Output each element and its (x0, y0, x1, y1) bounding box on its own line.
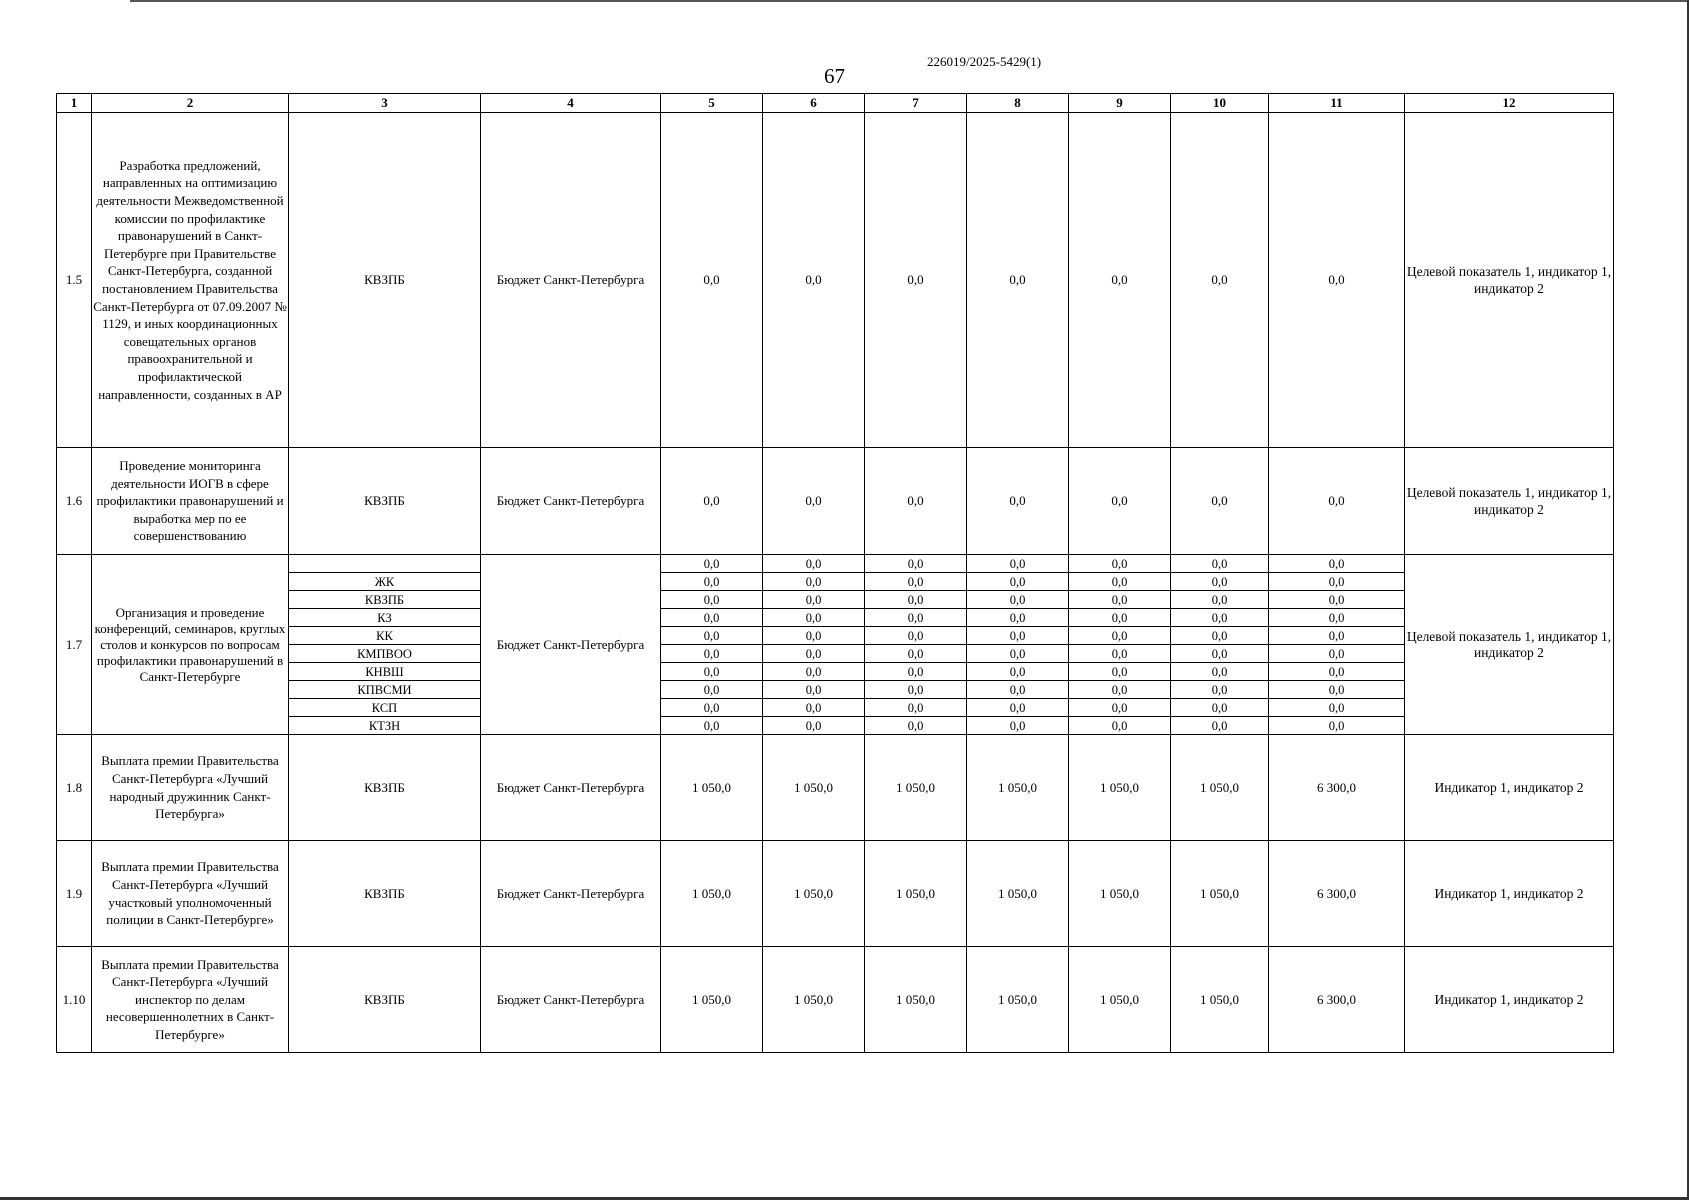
funding-value: 0,0 (1171, 113, 1269, 448)
funding-value: 0,0 (967, 699, 1069, 717)
funding-value: 0,0 (967, 448, 1069, 555)
funding-value: 0,0 (1069, 699, 1171, 717)
table-row (57, 947, 1614, 1053)
funding-value: 0,0 (1069, 645, 1171, 663)
column-number-row (57, 94, 1614, 113)
funding-value: 0,0 (865, 555, 967, 573)
column-header: 7 (865, 94, 967, 113)
funding-value: 0,0 (1269, 699, 1405, 717)
table-row (57, 699, 1614, 717)
funding-value: 1 050,0 (865, 735, 967, 841)
funding-value: 0,0 (1069, 663, 1171, 681)
funding-source: Бюджет Санкт-Петербурга (481, 555, 661, 735)
responsible-executor: КСП (289, 699, 481, 717)
funding-value: 0,0 (763, 699, 865, 717)
funding-value: 0,0 (1171, 609, 1269, 627)
funding-value: 0,0 (763, 717, 865, 735)
row-number: 1.9 (57, 841, 92, 947)
funding-value: 0,0 (1269, 681, 1405, 699)
responsible-executor: КМПВОО (289, 645, 481, 663)
funding-value: 0,0 (967, 113, 1069, 448)
funding-value: 0,0 (1069, 573, 1171, 591)
activity-description: Разработка предложений, направленных на оптимизацию деятельности Межведомственной комиссии по профилактике правонарушений в Санкт-Петербурге при Правительстве Санкт-Петербурга, созданной постановлением Правительства Санкт-Петербурга от 07.09.2007 № 1129, и иных координационных совещательных органов правоохранительной и профилактической направленности, созданных в АР (92, 113, 289, 448)
funding-value: 0,0 (1069, 555, 1171, 573)
funding-value: 0,0 (763, 573, 865, 591)
funding-value: 0,0 (865, 113, 967, 448)
funding-value: 1 050,0 (1171, 735, 1269, 841)
responsible-executor: КВЗПБ (289, 113, 481, 448)
table-row (57, 609, 1614, 627)
funding-value: 6 300,0 (1269, 841, 1405, 947)
column-header: 9 (1069, 94, 1171, 113)
funding-value: 0,0 (865, 448, 967, 555)
funding-value: 0,0 (967, 645, 1069, 663)
funding-source: Бюджет Санкт-Петербурга (481, 113, 661, 448)
funding-value: 0,0 (1069, 609, 1171, 627)
funding-value: 0,0 (967, 591, 1069, 609)
funding-value: 1 050,0 (967, 947, 1069, 1053)
funding-value: 0,0 (661, 448, 763, 555)
funding-value: 0,0 (865, 573, 967, 591)
activity-description: Выплата премии Правительства Санкт-Петербурга «Лучший инспектор по делам несовершеннолетних в Санкт-Петербурге» (92, 947, 289, 1053)
funding-value: 1 050,0 (763, 947, 865, 1053)
funding-value: 1 050,0 (661, 735, 763, 841)
funding-value: 0,0 (1171, 591, 1269, 609)
column-header: 5 (661, 94, 763, 113)
row-number: 1.5 (57, 113, 92, 448)
funding-value: 0,0 (661, 627, 763, 645)
column-header: 4 (481, 94, 661, 113)
column-header: 11 (1269, 94, 1405, 113)
funding-value: 1 050,0 (1171, 947, 1269, 1053)
row-number: 1.10 (57, 947, 92, 1053)
funding-value: 0,0 (763, 681, 865, 699)
responsible-executor: КТЗН (289, 717, 481, 735)
column-header: 2 (92, 94, 289, 113)
funding-value: 0,0 (1069, 717, 1171, 735)
funding-value: 1 050,0 (661, 841, 763, 947)
funding-value: 1 050,0 (1069, 735, 1171, 841)
funding-value: 0,0 (1171, 573, 1269, 591)
funding-value: 1 050,0 (967, 735, 1069, 841)
funding-value: 0,0 (1069, 681, 1171, 699)
funding-value: 0,0 (661, 573, 763, 591)
activity-description: Выплата премии Правительства Санкт-Петербурга «Лучший народный дружинник Санкт-Петербурга» (92, 735, 289, 841)
funding-value: 1 050,0 (1171, 841, 1269, 947)
funding-value: 0,0 (1269, 448, 1405, 555)
activity-description: Проведение мониторинга деятельности ИОГВ в сфере профилактики правонарушений и выработка мер по ее совершенствованию (92, 448, 289, 555)
funding-value: 0,0 (763, 627, 865, 645)
table-row (57, 448, 1614, 555)
funding-value: 0,0 (865, 717, 967, 735)
funding-value: 0,0 (763, 645, 865, 663)
funding-value: 0,0 (967, 717, 1069, 735)
funding-value: 0,0 (865, 627, 967, 645)
funding-value: 0,0 (967, 609, 1069, 627)
activity-description: Выплата премии Правительства Санкт-Петербурга «Лучший участковый уполномоченный полиции в Санкт-Петербурге» (92, 841, 289, 947)
target-indicator: Индикатор 1, индикатор 2 (1405, 947, 1614, 1053)
funding-value: 0,0 (661, 717, 763, 735)
top-border-line (130, 0, 1689, 2)
funding-value: 0,0 (967, 573, 1069, 591)
target-indicator: Целевой показатель 1, индикатор 1, индикатор 2 (1405, 113, 1614, 448)
funding-value: 6 300,0 (1269, 735, 1405, 841)
column-header: 1 (57, 94, 92, 113)
responsible-executor: КВЗПБ (289, 448, 481, 555)
target-indicator: Индикатор 1, индикатор 2 (1405, 735, 1614, 841)
row-number: 1.7 (57, 555, 92, 735)
funding-value: 0,0 (967, 663, 1069, 681)
funding-value: 0,0 (1171, 448, 1269, 555)
funding-value: 0,0 (1069, 627, 1171, 645)
funding-value: 0,0 (661, 681, 763, 699)
funding-value: 0,0 (865, 645, 967, 663)
responsible-executor: КК (289, 627, 481, 645)
funding-value: 1 050,0 (661, 947, 763, 1053)
column-header: 12 (1405, 94, 1614, 113)
funding-value: 0,0 (865, 663, 967, 681)
table-row (57, 717, 1614, 735)
document-id: 226019/2025-5429(1) (927, 54, 1042, 69)
funding-source: Бюджет Санкт-Петербурга (481, 448, 661, 555)
table-row (57, 681, 1614, 699)
funding-value: 0,0 (1269, 555, 1405, 573)
activity-description: Организация и проведение конференций, семинаров, круглых столов и конкурсов по вопросам профилактики правонарушений в Санкт-Петербурге (92, 555, 289, 735)
funding-value: 1 050,0 (865, 841, 967, 947)
funding-value: 0,0 (763, 555, 865, 573)
funding-value: 0,0 (763, 591, 865, 609)
target-indicator: Индикатор 1, индикатор 2 (1405, 841, 1614, 947)
table-row (57, 627, 1614, 645)
row-number: 1.6 (57, 448, 92, 555)
funding-source: Бюджет Санкт-Петербурга (481, 735, 661, 841)
column-header: 8 (967, 94, 1069, 113)
responsible-executor: КВЗПБ (289, 735, 481, 841)
target-indicator: Целевой показатель 1, индикатор 1, индикатор 2 (1405, 555, 1614, 735)
funding-value: 0,0 (1269, 113, 1405, 448)
funding-value: 0,0 (1171, 555, 1269, 573)
funding-value: 1 050,0 (967, 841, 1069, 947)
funding-value: 0,0 (1171, 681, 1269, 699)
funding-value: 0,0 (1269, 573, 1405, 591)
funding-value: 1 050,0 (865, 947, 967, 1053)
responsible-executor: ЖК (289, 573, 481, 591)
funding-value: 0,0 (1269, 717, 1405, 735)
table-row (57, 113, 1614, 448)
funding-value: 0,0 (1269, 609, 1405, 627)
funding-value: 0,0 (1171, 699, 1269, 717)
target-indicator: Целевой показатель 1, индикатор 1, индикатор 2 (1405, 448, 1614, 555)
funding-value: 0,0 (1171, 645, 1269, 663)
funding-value: 0,0 (1069, 591, 1171, 609)
program-table (56, 93, 1614, 1053)
funding-value: 6 300,0 (1269, 947, 1405, 1053)
column-header: 6 (763, 94, 865, 113)
responsible-executor (289, 555, 481, 573)
responsible-executor: КВЗПБ (289, 591, 481, 609)
column-header: 3 (289, 94, 481, 113)
funding-value: 0,0 (1171, 717, 1269, 735)
funding-value: 0,0 (865, 609, 967, 627)
funding-value: 0,0 (661, 663, 763, 681)
funding-value: 0,0 (1171, 663, 1269, 681)
column-header: 10 (1171, 94, 1269, 113)
responsible-executor: КНВШ (289, 663, 481, 681)
responsible-executor: КВЗПБ (289, 841, 481, 947)
funding-value: 0,0 (763, 448, 865, 555)
funding-value: 0,0 (661, 699, 763, 717)
funding-value: 0,0 (1269, 645, 1405, 663)
funding-value: 0,0 (1269, 591, 1405, 609)
funding-value: 0,0 (763, 113, 865, 448)
funding-value: 0,0 (661, 113, 763, 448)
funding-value: 0,0 (1069, 113, 1171, 448)
funding-value: 1 050,0 (1069, 841, 1171, 947)
funding-value: 0,0 (865, 699, 967, 717)
row-number: 1.8 (57, 735, 92, 841)
funding-value: 0,0 (661, 645, 763, 663)
funding-value: 0,0 (1269, 663, 1405, 681)
funding-value: 1 050,0 (763, 735, 865, 841)
funding-value: 0,0 (661, 555, 763, 573)
page-number: 67 (824, 64, 845, 88)
funding-value: 0,0 (1269, 627, 1405, 645)
funding-source: Бюджет Санкт-Петербурга (481, 947, 661, 1053)
funding-value: 0,0 (865, 591, 967, 609)
table-row (57, 735, 1614, 841)
funding-value: 0,0 (967, 681, 1069, 699)
table-row (57, 555, 1614, 573)
funding-value: 1 050,0 (763, 841, 865, 947)
funding-value: 0,0 (1171, 627, 1269, 645)
funding-value: 0,0 (967, 555, 1069, 573)
funding-value: 0,0 (967, 627, 1069, 645)
table-row (57, 841, 1614, 947)
table-row (57, 591, 1614, 609)
table-row (57, 573, 1614, 591)
funding-value: 1 050,0 (1069, 947, 1171, 1053)
funding-value: 0,0 (661, 609, 763, 627)
table-row (57, 645, 1614, 663)
responsible-executor: КПВСМИ (289, 681, 481, 699)
table-row (57, 663, 1614, 681)
funding-value: 0,0 (661, 591, 763, 609)
funding-value: 0,0 (763, 663, 865, 681)
funding-value: 0,0 (763, 609, 865, 627)
funding-value: 0,0 (865, 681, 967, 699)
funding-value: 0,0 (1069, 448, 1171, 555)
funding-source: Бюджет Санкт-Петербурга (481, 841, 661, 947)
responsible-executor: КВЗПБ (289, 947, 481, 1053)
responsible-executor: КЗ (289, 609, 481, 627)
